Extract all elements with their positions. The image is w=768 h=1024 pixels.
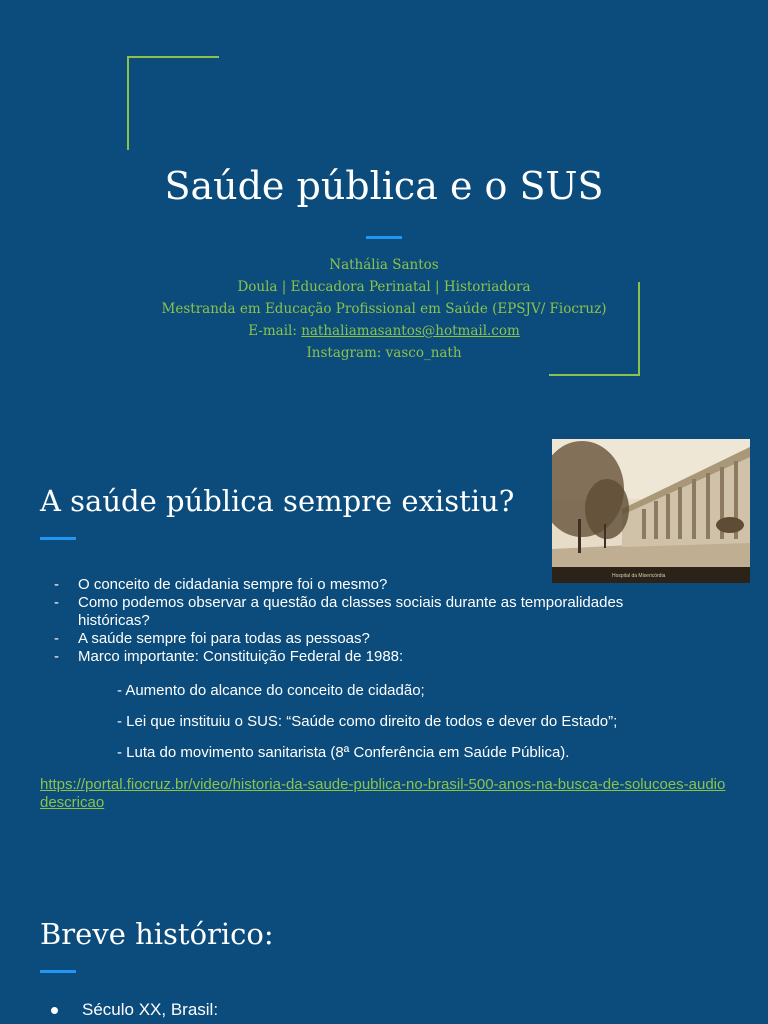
heading-underline [40, 537, 76, 540]
question-list [40, 576, 690, 666]
history-item-text: Século XX, Brasil: [82, 1000, 219, 1019]
list-item: - Marco importante: Constituição Federal de 1988: [40, 648, 690, 666]
history-list-item [40, 1000, 218, 1020]
list-item: - O conceito de cidadania sempre foi o mesmo? [40, 576, 690, 594]
author-role: Doula | Educadora Perinatal | Historiadora [237, 279, 531, 295]
author-degree: Mestranda em Educação Profissional em Saúde (EPSJV/ Fiocruz) [161, 301, 607, 317]
slide-title: Saúde pública e o SUS [164, 164, 604, 208]
email-link[interactable]: nathaliamasantos@hotmail.com [301, 323, 520, 339]
section-heading-history: Breve histórico: [40, 917, 274, 951]
corner-decoration-bottom [549, 374, 640, 376]
corner-decoration-left [127, 56, 129, 150]
author-instagram: Instagram: vasco_nath [306, 345, 462, 361]
author-block [0, 254, 768, 364]
bullet-dot [51, 1007, 58, 1014]
photo-illustration [552, 439, 750, 583]
email-label: E-mail: [248, 323, 302, 339]
historical-hospital-photo [552, 439, 750, 583]
sub-item: - Lei que instituiu o SUS: “Saúde como direito de todos e dever do Estado”; [117, 713, 618, 730]
list-item: - Como podemos observar a questão da classes sociais durante as temporalidades históricas? [40, 594, 690, 630]
list-item: - A saúde sempre foi para todas as pessoas? [40, 630, 690, 648]
author-email-line [0, 320, 768, 342]
author-name: Nathália Santos [329, 257, 439, 273]
photo-caption: Hospital da Misericórdia [612, 573, 666, 579]
heading-underline [40, 970, 76, 973]
corner-decoration-right [638, 282, 640, 376]
title-underline [366, 236, 402, 239]
fiocruz-video-link[interactable]: https://portal.fiocruz.br/video/historia-da-saude-publica-no-brasil-500-anos-na-busca-de-solucoes-audiodescricao [40, 776, 726, 811]
corner-decoration-top [128, 56, 219, 58]
sub-item: - Luta do movimento sanitarista (8ª Conferência em Saúde Pública). [117, 744, 570, 761]
sub-item: - Aumento do alcance do conceito de cidadão; [117, 682, 425, 699]
section-heading-public-health: A saúde pública sempre existiu? [40, 484, 515, 518]
